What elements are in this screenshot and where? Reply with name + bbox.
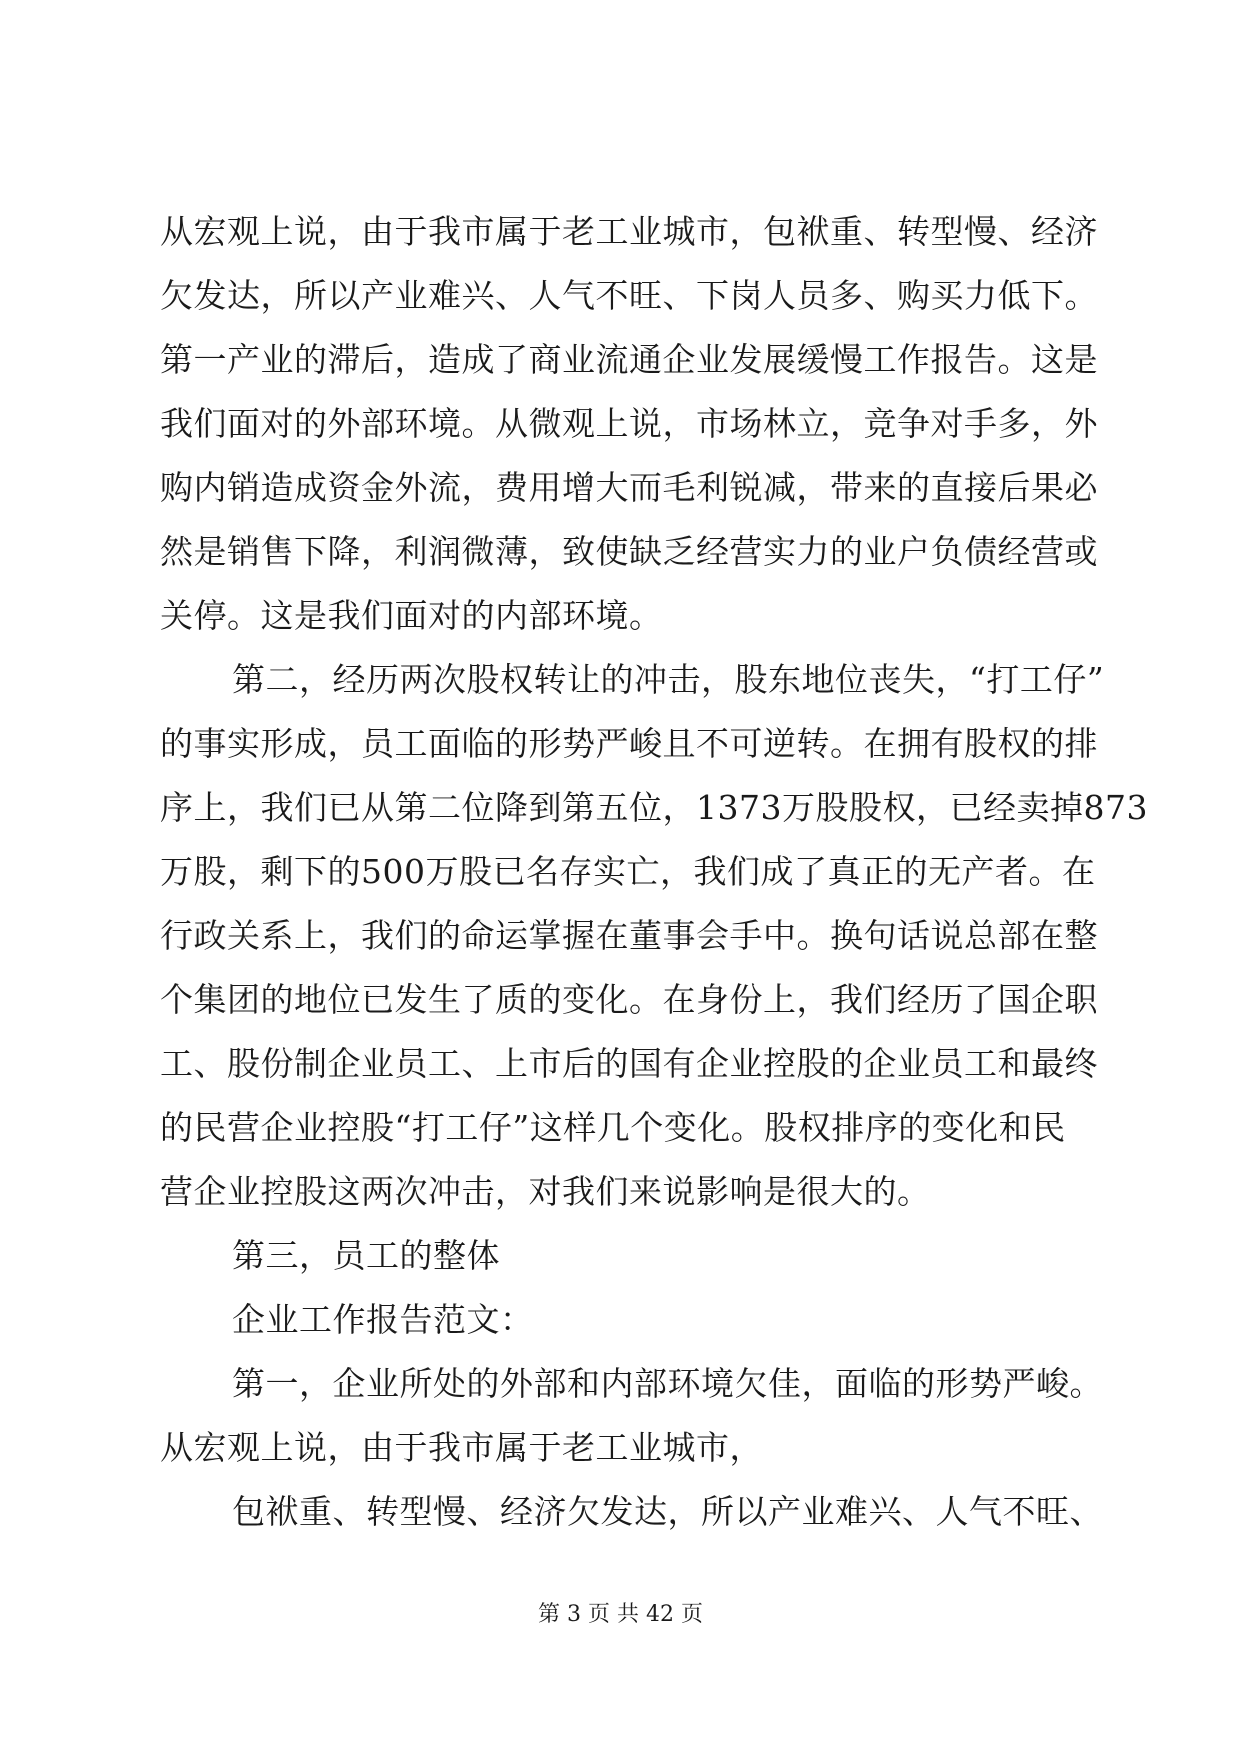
text-line: 包袱重、转型慢、经济欠发达，所以产业难兴、人气不旺、 — [232, 1492, 1103, 1531]
text-line: 第一产业的滞后，造成了商业流通企业发展缓慢工作报告。这是 — [160, 340, 1098, 379]
text-line: 营企业控股这两次冲击，对我们来说影响是很大的。 — [160, 1172, 931, 1211]
text-line: 第一，企业所处的外部和内部环境欠佳，面临的形势严峻。 — [232, 1364, 1103, 1403]
text-line: 的民营企业控股“打工仔”这样几个变化。股权排序的变化和民 — [160, 1108, 1066, 1147]
text-line: 行政关系上，我们的命运掌握在董事会手中。换句话说总部在整 — [160, 916, 1098, 955]
text-line: 工、股份制企业员工、上市后的国有企业控股的企业员工和最终 — [160, 1044, 1098, 1083]
text-line: 然是销售下降，利润微薄，致使缺乏经营实力的业户负债经营或 — [160, 532, 1098, 571]
text-line: 序上，我们已从第二位降到第五位，1373万股股权，已经卖掉873 — [160, 788, 1148, 827]
text-line: 欠发达，所以产业难兴、人气不旺、下岗人员多、购买力低下。 — [160, 276, 1098, 315]
text-line: 从宏观上说，由于我市属于老工业城市， — [160, 1428, 763, 1467]
text-line: 从宏观上说，由于我市属于老工业城市，包袱重、转型慢、经济 — [160, 212, 1098, 251]
document-body — [160, 200, 1148, 1544]
text-line: 购内销造成资金外流，费用增大而毛利锐减，带来的直接后果必 — [160, 468, 1098, 507]
text-line: 我们面对的外部环境。从微观上说，市场林立，竞争对手多，外 — [160, 404, 1098, 443]
text-line: 关停。这是我们面对的内部环境。 — [160, 596, 663, 635]
text-line: 的事实形成，员工面临的形势严峻且不可逆转。在拥有股权的排 — [160, 724, 1098, 763]
text-line: 个集团的地位已发生了质的变化。在身份上，我们经历了国企职 — [160, 980, 1098, 1019]
text-line: 万股，剩下的500万股已名存实亡，我们成了真正的无产者。在 — [160, 852, 1096, 891]
text-line: 第二，经历两次股权转让的冲击，股东地位丧失，“打工仔” — [232, 660, 1105, 699]
page-footer: 第 3 页 共 42 页 — [538, 1602, 703, 1627]
text-line: 企业工作报告范文： — [232, 1300, 534, 1339]
text-line: 第三，员工的整体 — [232, 1236, 500, 1275]
